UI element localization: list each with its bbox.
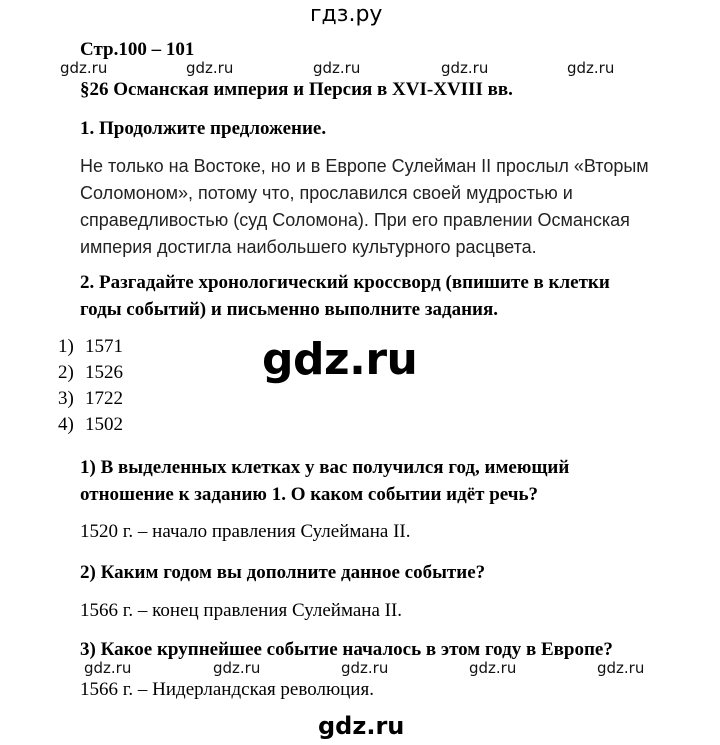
question-3: 3) Какое крупнейшее событие началось в этом году в Европе? [80, 639, 613, 660]
text-line: справедливостью (суд Соломона). При его правлении Османская [80, 210, 630, 230]
item-year: 1502 [85, 414, 123, 435]
watermark: gdz.ru [186, 59, 234, 77]
item-number: 4) [58, 414, 74, 435]
site-header: гдз.ру [310, 2, 383, 27]
watermark: gdz.ru [441, 59, 489, 77]
item-number: 3) [58, 388, 74, 409]
crossword-answers [58, 334, 123, 438]
item-year: 1722 [85, 388, 123, 409]
watermark: gdz.ru [313, 59, 361, 77]
watermark: gdz.ru [60, 59, 108, 77]
section-title: §26 Османская империя и Персия в XVI-XVIII вв. [80, 79, 513, 100]
task1-answer [80, 153, 649, 261]
watermark: gdz.ru [213, 659, 261, 677]
text-line: Не только на Востоке, но и в Европе Сулейман II прослыл «Вторым [80, 156, 649, 176]
task1-heading: 1. Продолжите предложение. [80, 118, 327, 139]
item-number: 1) [58, 336, 74, 357]
watermark: gdz.ru [469, 659, 517, 677]
text-line: Соломоном», потому что, прославился своей мудростью и [80, 183, 573, 203]
task2-heading [80, 269, 610, 323]
text-line: 2. Разгадайте хронологический кроссворд (впишите в клетки [80, 272, 610, 293]
footer-watermark: gdz.ru [318, 712, 405, 740]
text-line: отношение к заданию 1. О каком событии идёт речь? [80, 484, 539, 505]
answer-3: 1566 г. – Нидерландская революция. [80, 679, 374, 700]
list-item [58, 412, 123, 438]
item-number: 2) [58, 362, 74, 383]
text-line: 1) В выделенных клетках у вас получился год, имеющий [80, 457, 570, 478]
list-item [58, 334, 123, 360]
watermark: gdz.ru [84, 659, 132, 677]
list-item [58, 360, 123, 386]
watermark: gdz.ru [597, 659, 645, 677]
text-line: годы событий) и письменно выполните задания. [80, 299, 498, 320]
page-reference: Стр.100 – 101 [80, 39, 195, 60]
item-year: 1571 [85, 336, 123, 357]
watermark: gdz.ru [567, 59, 615, 77]
list-item [58, 386, 123, 412]
watermark-large: gdz.ru [262, 334, 418, 385]
item-year: 1526 [85, 362, 123, 383]
text-line: империя достигла наибольшего культурного расцвета. [80, 237, 537, 257]
watermark: gdz.ru [341, 659, 389, 677]
answer-2: 1566 г. – конец правления Сулеймана II. [80, 600, 403, 621]
answer-1: 1520 г. – начало правления Сулеймана II. [80, 521, 411, 542]
question-1 [80, 454, 569, 508]
question-2: 2) Каким годом вы дополните данное событие? [80, 562, 486, 583]
